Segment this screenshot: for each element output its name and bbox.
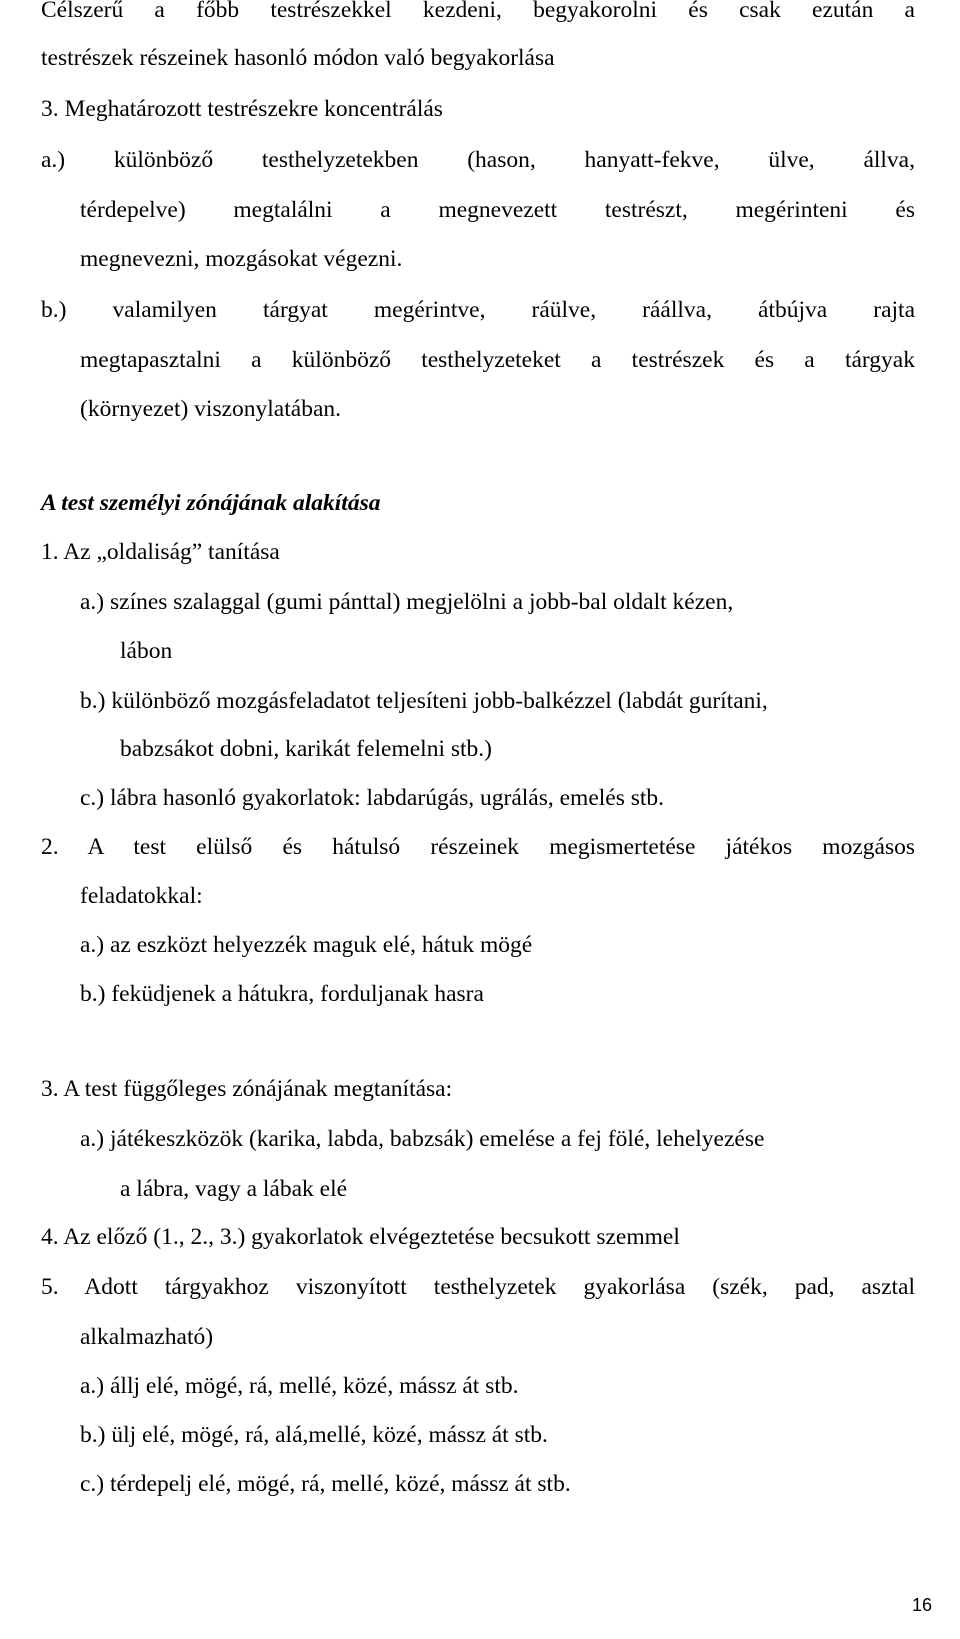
- text-line: 1. Az „oldaliság” tanítása: [41, 539, 280, 565]
- text-line: b.) valamilyen tárgyat megérintve, ráülve, ráállva, átbújva rajta: [41, 297, 915, 323]
- text-line: b.) feküdjenek a hátukra, forduljanak hasra: [80, 981, 484, 1007]
- text-line: babzsákot dobni, karikát felemelni stb.): [120, 736, 492, 762]
- text-line: térdepelve) megtalálni a megnevezett testrészt, megérinteni és: [80, 197, 915, 223]
- text-line: 4. Az előző (1., 2., 3.) gyakorlatok elvégeztetése becsukott szemmel: [41, 1224, 680, 1250]
- text-line: 3. A test függőleges zónájának megtanítása:: [41, 1076, 453, 1102]
- text-line: b.) ülj elé, mögé, rá, alá,mellé, közé, mássz át stb.: [80, 1422, 548, 1448]
- text-line: a.) színes szalaggal (gumi pánttal) megjelölni a jobb-bal oldalt kézen,: [80, 589, 734, 615]
- text-line: c.) lábra hasonló gyakorlatok: labdarúgás, ugrálás, emelés stb.: [80, 785, 665, 811]
- text-line: lábon: [120, 638, 173, 664]
- text-line: feladatokkal:: [80, 883, 203, 909]
- text-line: Célszerű a főbb testrészekkel kezdeni, begyakorolni és csak ezután a: [41, 0, 915, 23]
- text-line: a.) játékeszközök (karika, labda, babzsák) emelése a fej fölé, lehelyezése: [80, 1126, 765, 1152]
- text-line: c.) térdepelj elé, mögé, rá, mellé, közé, mássz át stb.: [80, 1471, 571, 1497]
- text-line: alkalmazható): [80, 1324, 214, 1350]
- text-line: megnevezni, mozgásokat végezni.: [80, 246, 403, 272]
- text-line: testrészek részeinek hasonló módon való begyakorlása: [41, 45, 555, 71]
- text-line: 2. A test elülső és hátulsó részeinek megismertetése játékos mozgásos: [41, 834, 915, 860]
- text-line: a lábra, vagy a lábak elé: [120, 1176, 348, 1202]
- text-line: 5. Adott tárgyakhoz viszonyított testhelyzetek gyakorlása (szék, pad, asztal: [41, 1274, 915, 1300]
- section-heading: A test személyi zónájának alakítása: [41, 490, 381, 516]
- page-number: 16: [911, 1595, 932, 1615]
- text-line: a.) állj elé, mögé, rá, mellé, közé, mássz át stb.: [80, 1373, 519, 1399]
- text-line: a.) az eszközt helyezzék maguk elé, hátuk mögé: [80, 932, 533, 958]
- text-line: a.) különböző testhelyzetekben (hason, hanyatt-fekve, ülve, állva,: [41, 147, 915, 173]
- text-line: b.) különböző mozgásfeladatot teljesíteni jobb-balkézzel (labdát gurítani,: [80, 688, 768, 714]
- text-line: (környezet) viszonylatában.: [80, 396, 342, 422]
- text-line: megtapasztalni a különböző testhelyzeteket a testrészek és a tárgyak: [80, 347, 915, 373]
- text-line: 3. Meghatározott testrészekre koncentrálás: [41, 96, 443, 122]
